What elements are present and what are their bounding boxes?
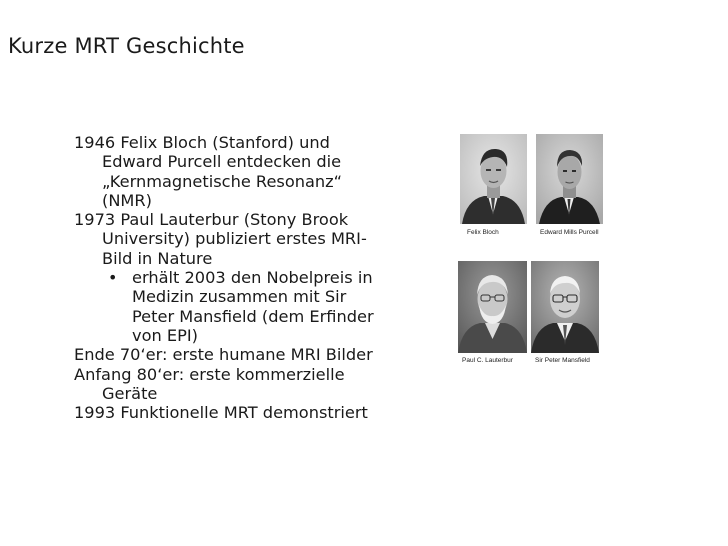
portrait-caption: Edward Mills Purcell: [540, 229, 599, 236]
portrait-photo-felix-bloch: [460, 134, 527, 224]
portrait-caption: Paul C. Lauterbur: [462, 357, 513, 364]
list-item: 1973 Paul Lauterbur (Stony Brook University) publiziert erstes MRI-Bild in Nature: [74, 210, 367, 268]
portrait-photo-paul-lauterbur: [458, 261, 527, 353]
list-item: 1946 Felix Bloch (Stanford) und Edward Purcell entdecken die „Kernmagnetische Resonanz“ (NMR): [74, 133, 343, 210]
portrait-caption: Felix Bloch: [467, 229, 499, 236]
list-item: Anfang 80‘er: erste kommerzielle Geräte: [74, 364, 345, 403]
bullet-icon: •: [108, 268, 118, 288]
sub-list-item: [74, 268, 374, 345]
portrait-photo-peter-mansfield: [531, 261, 599, 353]
list-item: Ende 70‘er: erste humane MRI Bilder: [74, 345, 373, 365]
portrait-caption: Sir Peter Mansfield: [535, 357, 590, 364]
slide-title: Kurze MRT Geschichte: [8, 34, 245, 58]
list-item: 1993 Funktionelle MRT demonstriert: [74, 403, 368, 423]
history-list: [74, 133, 374, 422]
portrait-photo-edward-purcell: [536, 134, 603, 224]
sub-list-item-text: erhält 2003 den Nobelpreis in Medizin zusammen mit Sir Peter Mansfield (dem Erfinder von EPI): [132, 268, 374, 345]
